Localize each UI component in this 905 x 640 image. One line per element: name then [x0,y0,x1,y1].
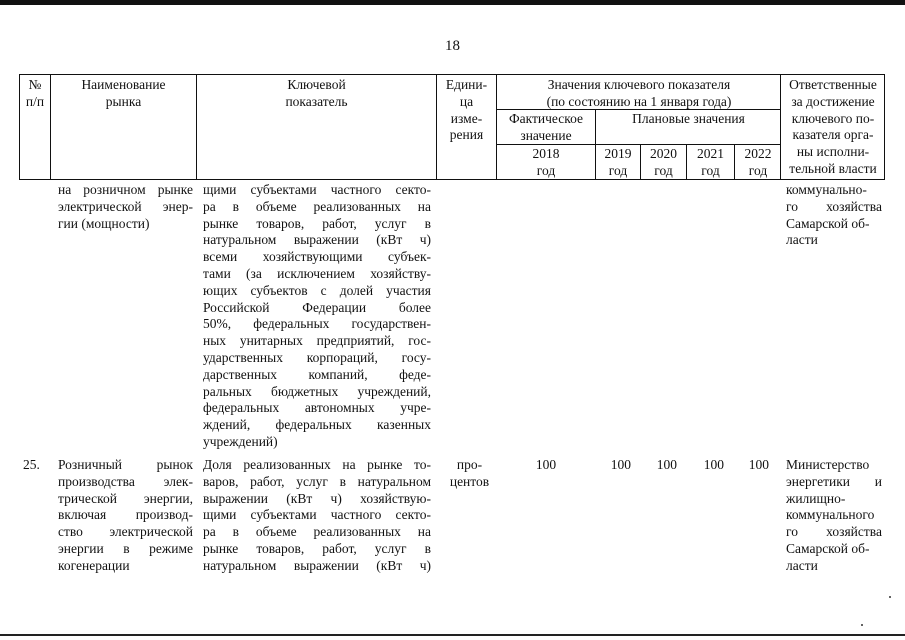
page-top-border [0,0,905,5]
header-year-2020: 2020 год [650,146,677,178]
page-number: 18 [445,38,460,54]
row25-responsible: Министерство энергетики и жилищно- коммунального го хозяйства Самарской об- ласти [786,457,882,573]
value-2020: 100 [656,457,677,472]
row25-unit: про- центов [449,457,490,489]
value-2018: 100 [535,457,557,472]
cont-key-indicator: щими субъектами частного секто- ра в объеме реализованных на рынке товаров, работ, услуг в натуральном выражении (кВт ч) всеми хозяйствующими субъек- тами (за исключением хозяйству- ющих субъектов с долей участия Российской Федерации более 50%, федеральных государствен- ных унитарных предприятий, гос- ударственных корпораций, госу- дарственных компаний, феде- ральных бюджетных учреждений, федеральных автономных учре- ждений, федеральных казенных учреждений) [203,182,431,449]
header-year-2019: 2019 год [604,146,632,178]
header-year-2021: 2021 год [697,146,724,178]
cont-market-name: на розничном рынке электрической энер- гии (мощности) [58,182,193,231]
scan-speck [861,624,863,626]
header-values-title: Значения ключевого показателя (по состоянию на 1 января года) [546,77,732,109]
cont-responsible: коммунально- го хозяйства Самарской об- ласти [786,182,882,248]
header-key-indicator: Ключевой показатель [285,77,348,109]
header-year-2018: 2018 год [532,146,560,178]
scan-speck [889,596,891,598]
value-2019: 100 [610,457,631,472]
page-bottom-border [0,634,905,636]
header-market-name: Наименование рынка [81,77,166,109]
header-responsible: Ответственные за достижение ключевого по- казателя орга- ны исполни- тельной власти [789,77,877,176]
header-unit: Едини- ца изме- рения [445,77,488,143]
header-actual-value: Фактическое значение [508,111,584,143]
value-2021: 100 [703,457,724,472]
value-2022: 100 [748,457,769,472]
header-number: № п/п [25,77,45,109]
row-number: 25. [23,457,40,472]
header-planned-values: Плановые значения [632,111,745,126]
row25-market-name: Розничный рынок производства элек- трической энергии, включая производ- ство электрической энергии в режиме когенерации [58,457,193,573]
header-year-2022: 2022 год [744,146,772,178]
row25-key-indicator: Доля реализованных на рынке то- варов, работ, услуг в натуральном выражении (кВт ч) хозяйствую- щими субъектами частного секто- ра в объеме реализованных на рынке товаров, работ, услуг в натуральном выражении (кВт ч) [203,457,431,573]
